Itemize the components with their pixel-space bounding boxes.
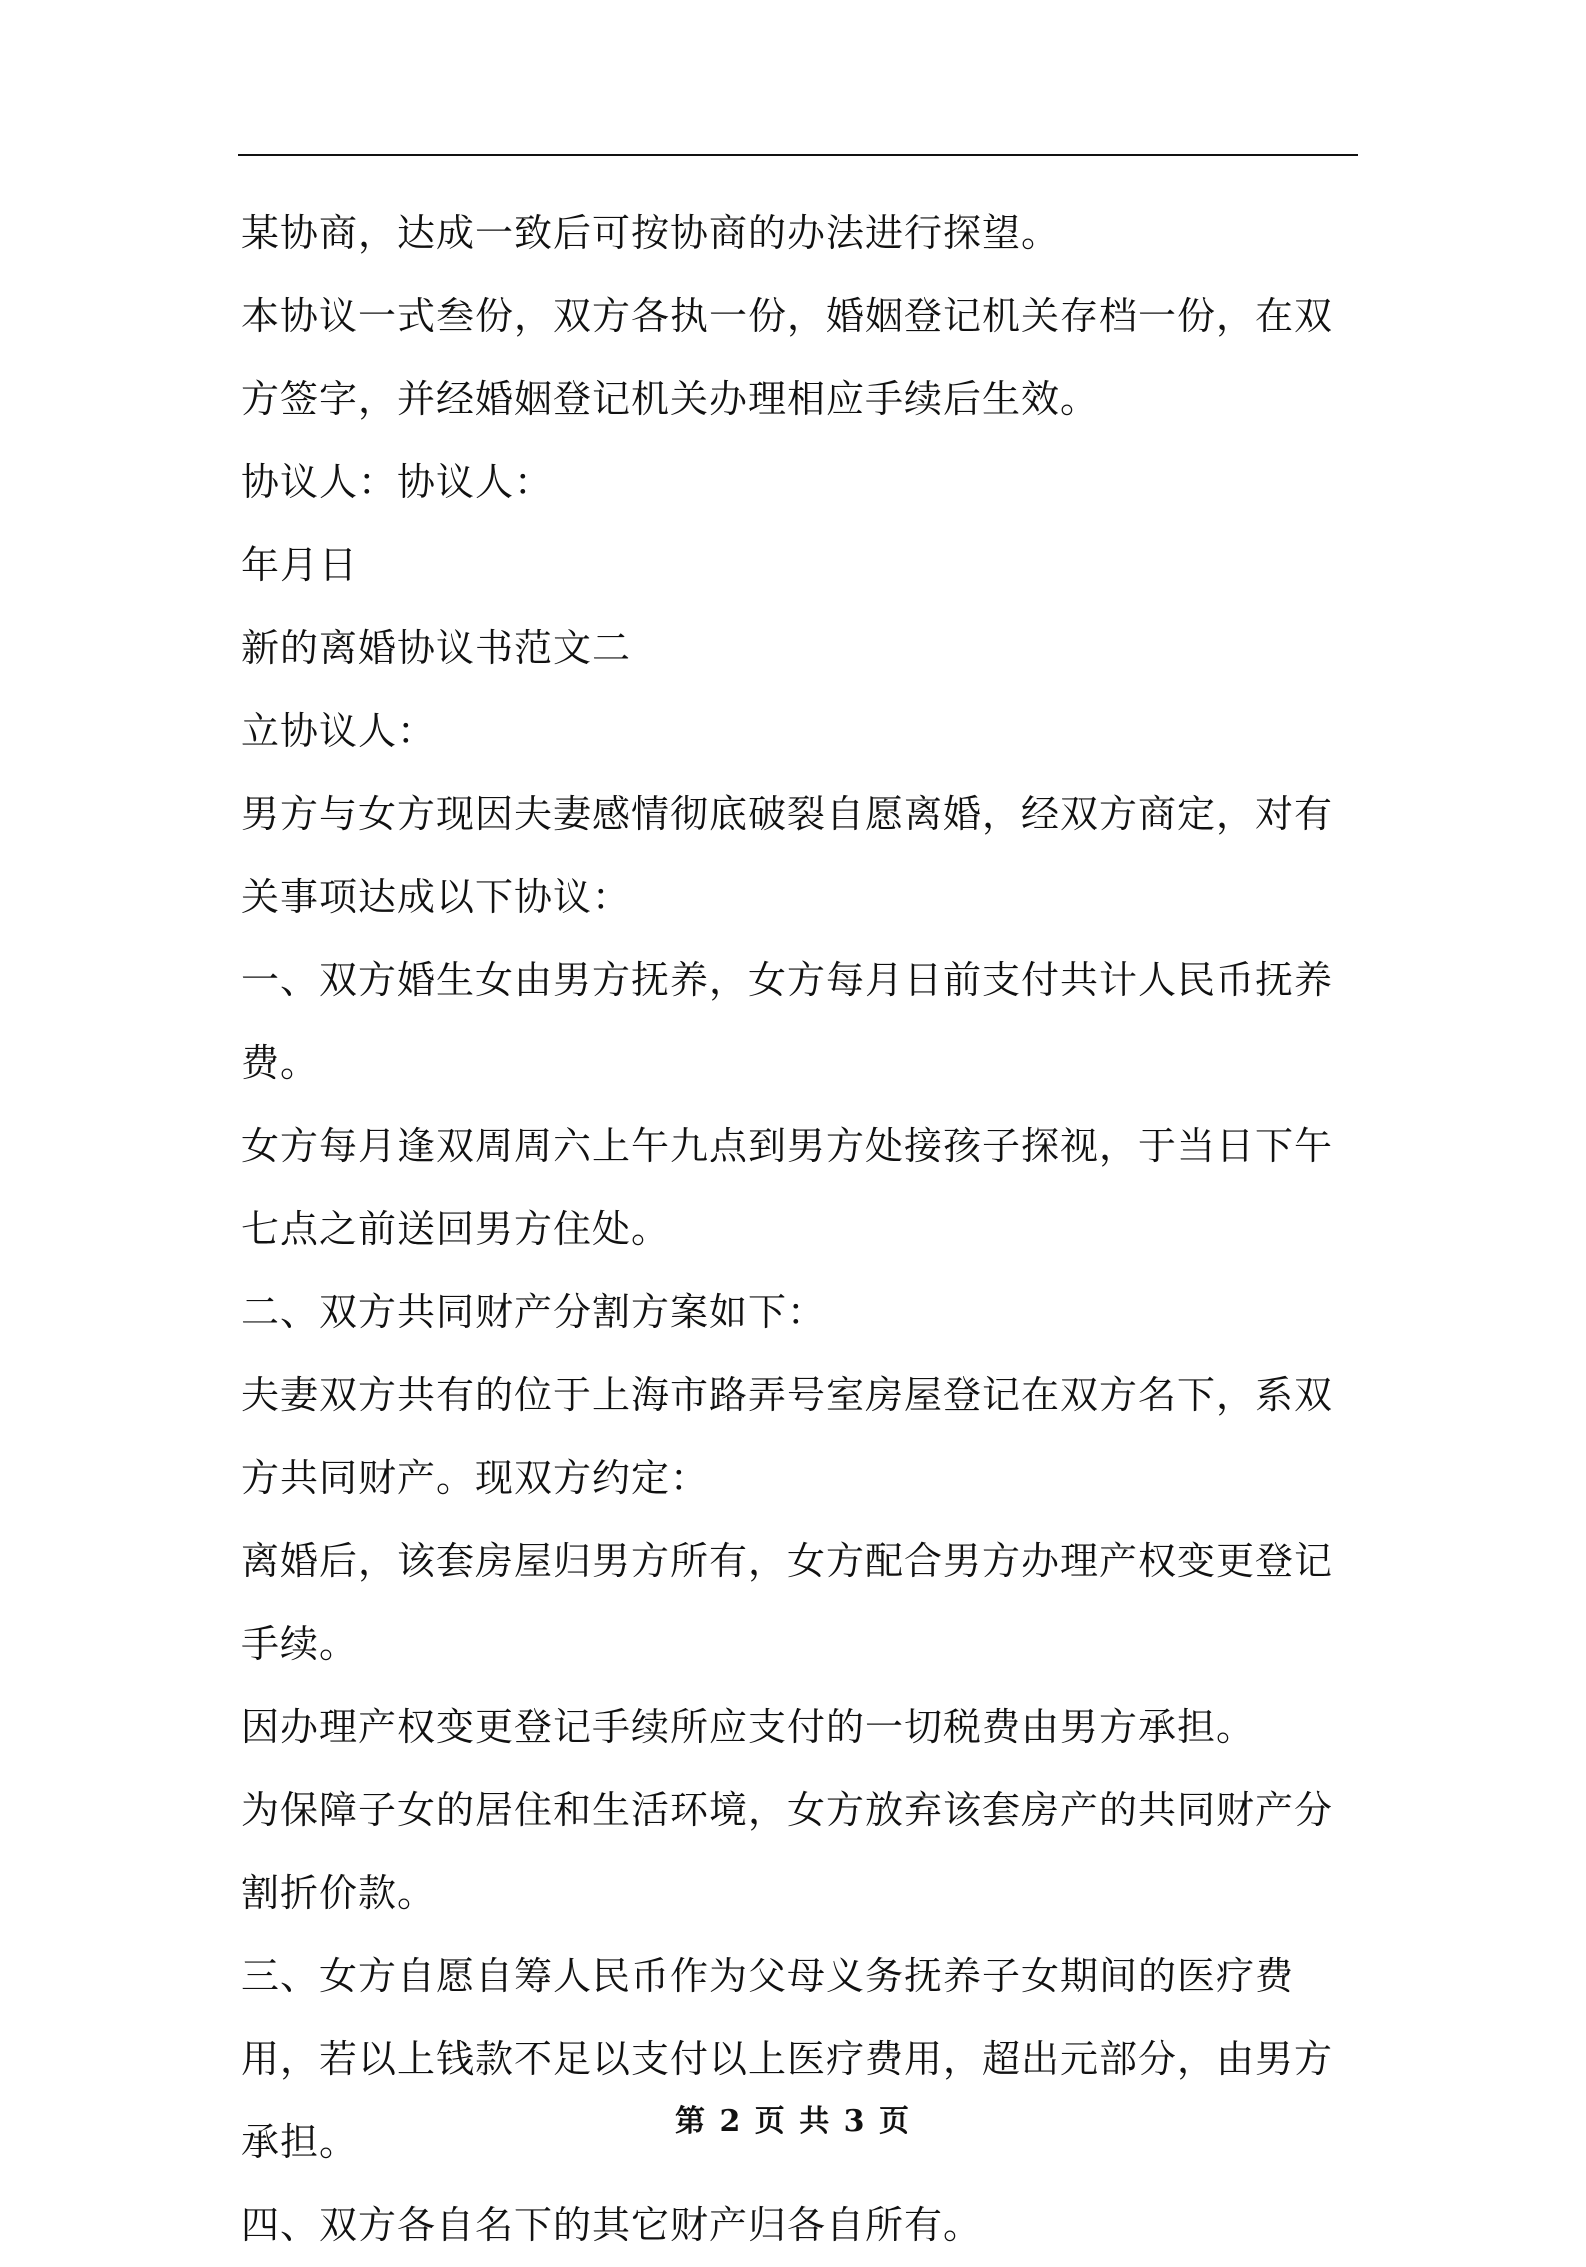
paragraph: 为保障子女的居住和生活环境，女方放弃该套房产的共同财产分割折价款。 [241,1788,1334,1915]
paragraph: 离婚后，该套房屋归男方所有，女方配合男方办理产权变更登记手续。 [241,1539,1334,1666]
paragraph: 本协议一式叁份，双方各执一份，婚姻登记机关存档一份，在双方签字，并经婚姻登记机关办理相应手续后生效。 [241,294,1334,421]
document-body [241,192,1361,2267]
paragraph: 三、女方自愿自筹人民币作为父母义务抚养子女期间的医疗费用，若以上钱款不足以支付以上医疗费用，超出元部分，由男方承担。 [241,1954,1334,2164]
paragraph: 因办理产权变更登记手续所应支付的一切税费由男方承担。 [241,1705,1256,1749]
paragraph: 女方每月逢双周周六上午九点到男方处接孩子探视，于当日下午七点之前送回男方住处。 [241,1124,1334,1251]
paragraph: 年月日 [241,543,359,587]
page-number: 第 2 页 共 3 页 [675,2104,911,2139]
paragraph: 某协商，达成一致后可按协商的办法进行探望。 [241,211,1061,255]
paragraph: 四、双方各自名下的其它财产归各自所有。 [241,2203,983,2247]
paragraph: 协议人：协议人： [241,460,554,504]
paragraph: 二、双方共同财产分割方案如下： [241,1290,827,1334]
paragraph: 一、双方婚生女由男方抚养，女方每月日前支付共计人民币抚养费。 [241,958,1334,1085]
header-rule [238,154,1358,156]
section-title: 新的离婚协议书范文二 [241,626,632,670]
paragraph: 夫妻双方共有的位于上海市路弄号室房屋登记在双方名下，系双方共同财产。现双方约定： [241,1373,1334,1500]
paragraph: 男方与女方现因夫妻感情彻底破裂自愿离婚，经双方商定，对有关事项达成以下协议： [241,792,1334,919]
paragraph: 立协议人： [241,709,437,753]
